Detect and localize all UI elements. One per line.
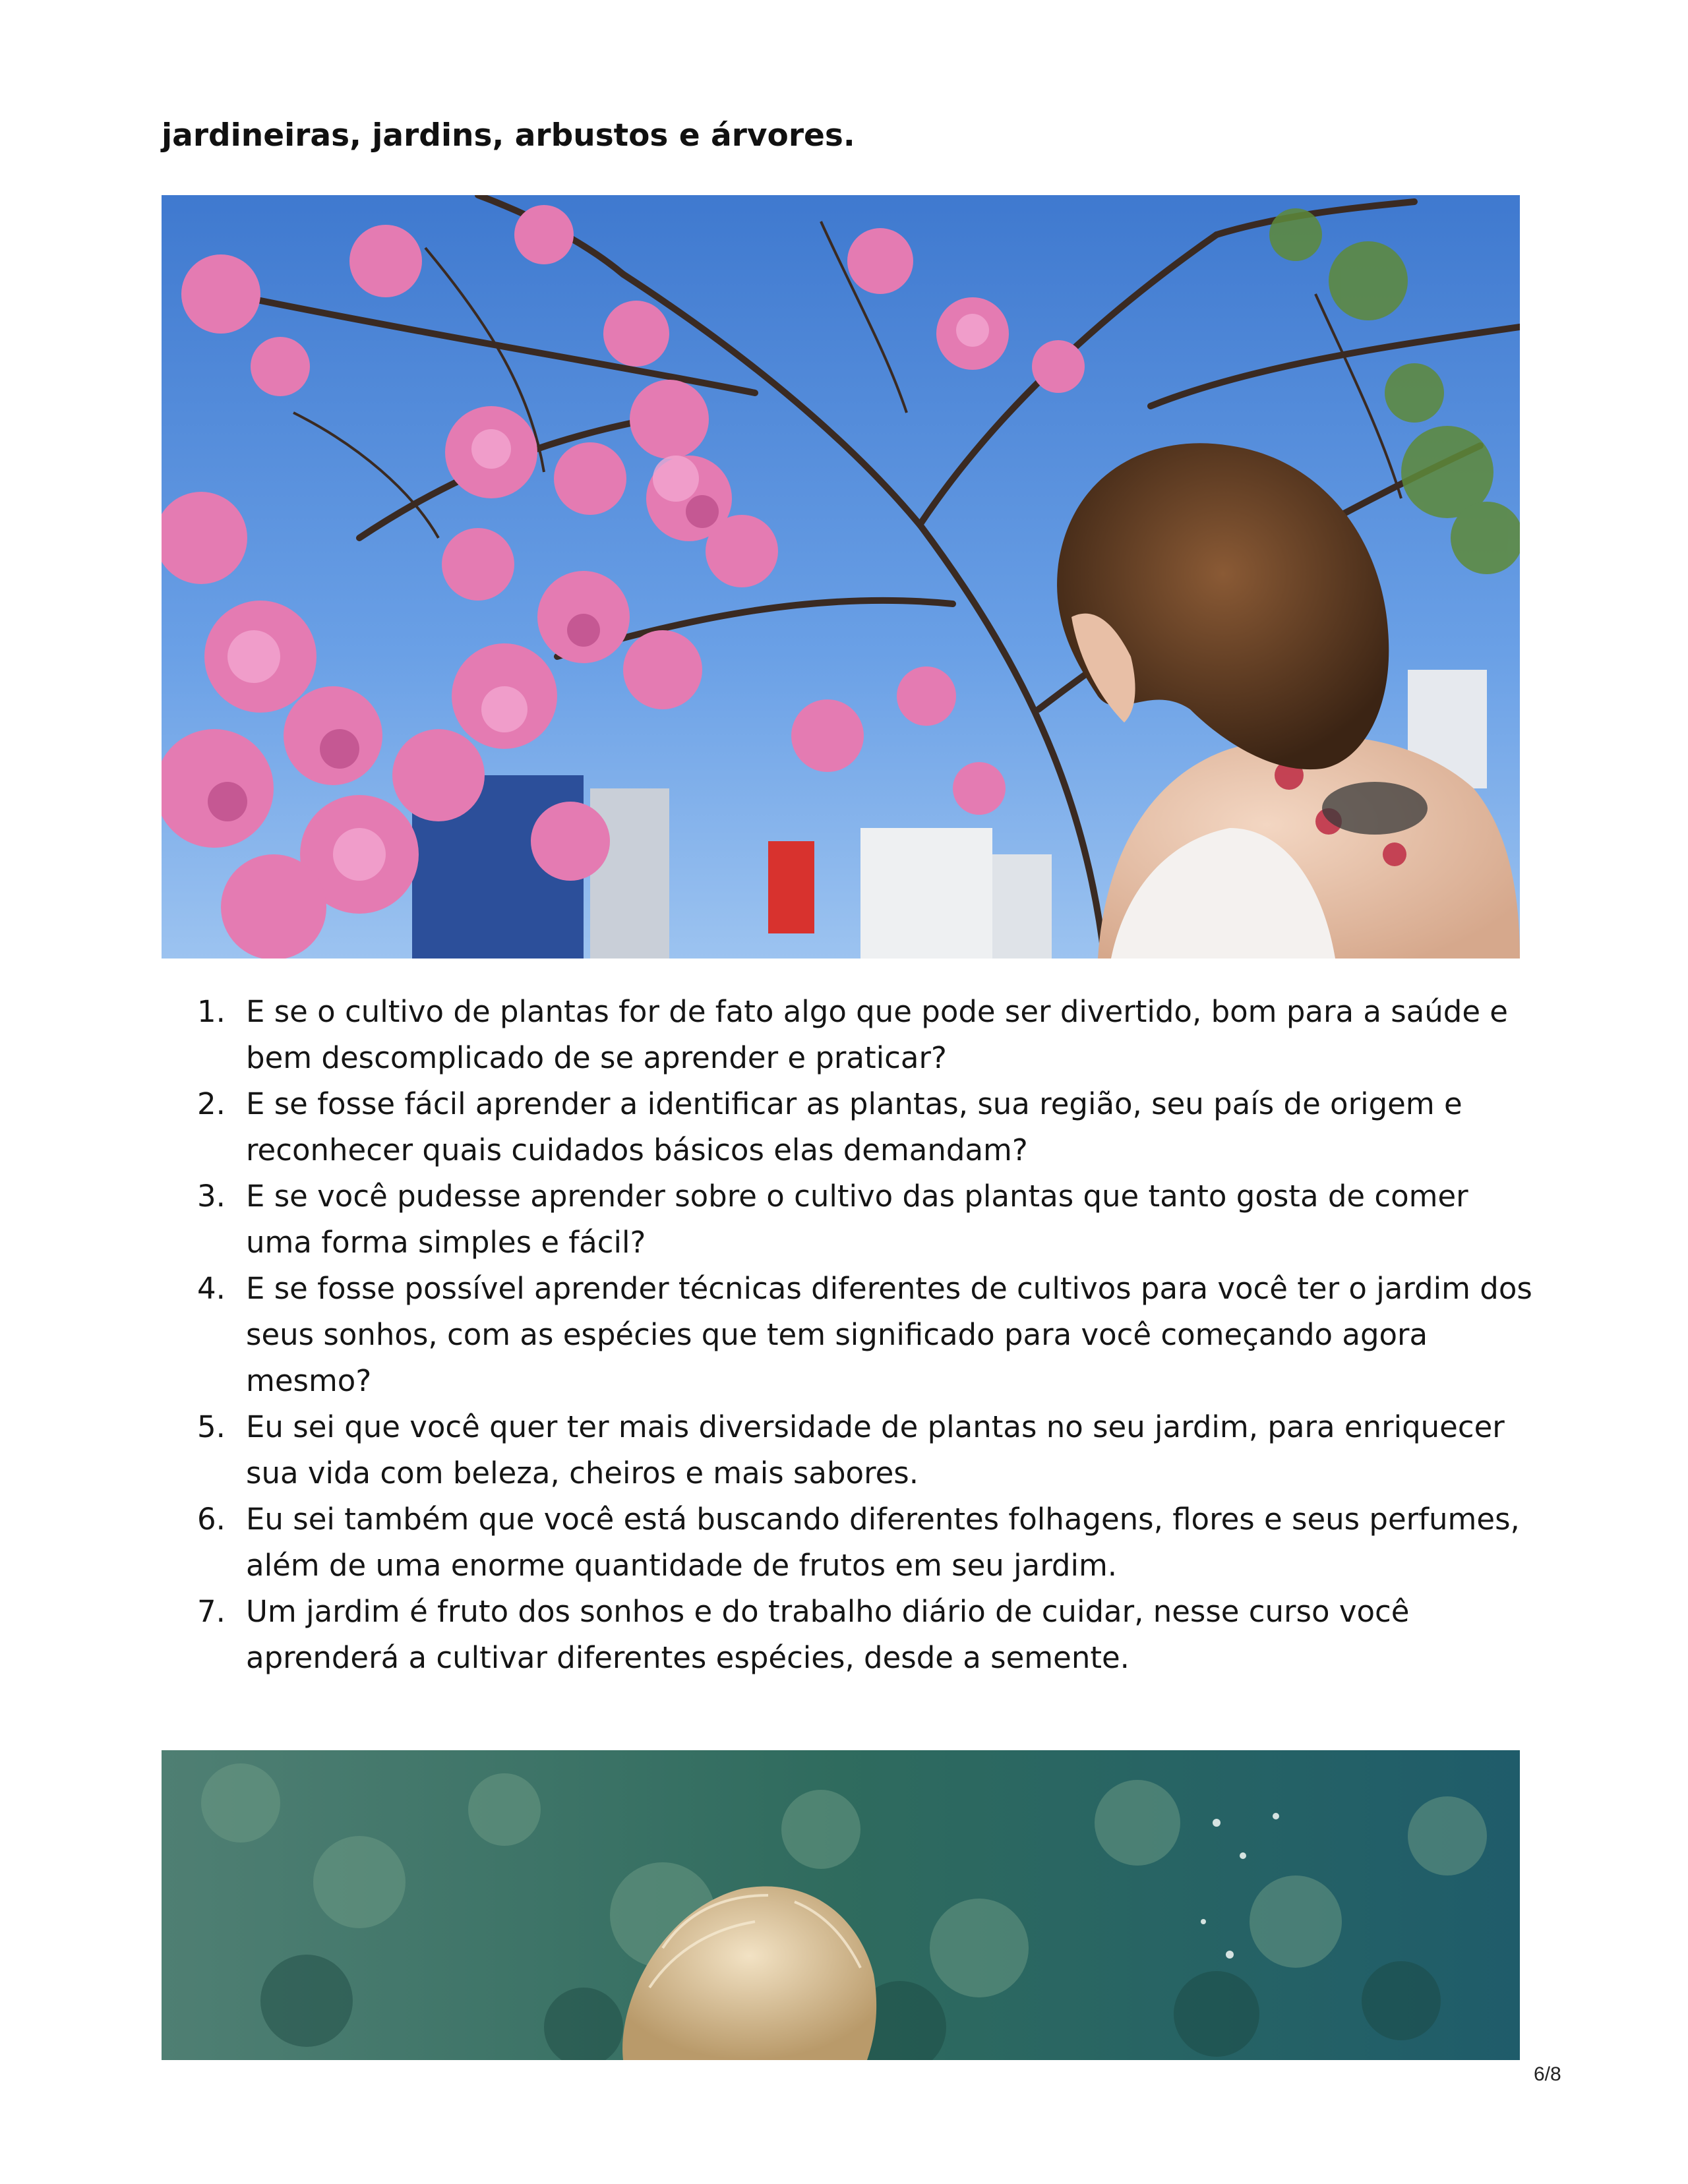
section-heading: jardineiras, jardins, arbustos e árvores. <box>162 117 855 154</box>
list-item-number: 2. <box>197 1086 226 1121</box>
photo-ipe-tree-woman <box>162 195 1520 959</box>
list-item-line: E se fosse fácil aprender a identificar as plantas, sua região, seu país de origem e <box>246 1086 1462 1121</box>
list-item-line: Eu sei que você quer ter mais diversidade de plantas no seu jardim, para enriquecer <box>246 1409 1505 1444</box>
question-list <box>162 989 1540 1681</box>
list-item-line: sua vida com beleza, cheiros e mais sabores. <box>246 1456 919 1490</box>
list-item-line: mesmo? <box>246 1363 372 1398</box>
list-item-number: 1. <box>197 994 226 1029</box>
photo-icon <box>162 1750 1520 2060</box>
list-item <box>162 1589 1540 1681</box>
list-item-number: 3. <box>197 1179 226 1214</box>
list-item-number: 5. <box>197 1409 226 1444</box>
list-item <box>162 1173 1540 1266</box>
list-item <box>162 1404 1540 1496</box>
list-item-number: 4. <box>197 1271 226 1306</box>
list-item-line: uma forma simples e fácil? <box>246 1225 646 1260</box>
photo-hedge-blonde-hair <box>162 1750 1520 2060</box>
list-item-line: Eu sei também que você está buscando diferentes folhagens, flores e seus perfumes, <box>246 1502 1520 1537</box>
list-item <box>162 989 1540 1081</box>
list-item-line: Um jardim é fruto dos sonhos e do trabalho diário de cuidar, nesse curso você <box>246 1594 1410 1629</box>
list-item-number: 7. <box>197 1594 226 1629</box>
list-item-line: além de uma enorme quantidade de frutos em seu jardim. <box>246 1548 1118 1583</box>
list-item-line: seus sonhos, com as espécies que tem significado para você começando agora <box>246 1317 1428 1352</box>
list-item-number: 6. <box>197 1502 226 1537</box>
list-item <box>162 1266 1540 1404</box>
list-item-line: bem descomplicado de se aprender e praticar? <box>246 1040 947 1075</box>
list-item <box>162 1081 1540 1173</box>
list-item-line: reconhecer quais cuidados básicos elas demandam? <box>246 1133 1028 1167</box>
photo-icon <box>162 195 1520 959</box>
list-item-line: aprenderá a cultivar diferentes espécies, desde a semente. <box>246 1640 1130 1675</box>
list-item-line: E se o cultivo de plantas for de fato algo que pode ser divertido, bom para a saúde e <box>246 994 1508 1029</box>
list-item-line: E se fosse possível aprender técnicas diferentes de cultivos para você ter o jardim dos <box>246 1271 1532 1306</box>
page-number: 6/8 <box>1534 2063 1561 2085</box>
list-item-line: E se você pudesse aprender sobre o cultivo das plantas que tanto gosta de comer <box>246 1179 1468 1214</box>
list-item <box>162 1496 1540 1589</box>
